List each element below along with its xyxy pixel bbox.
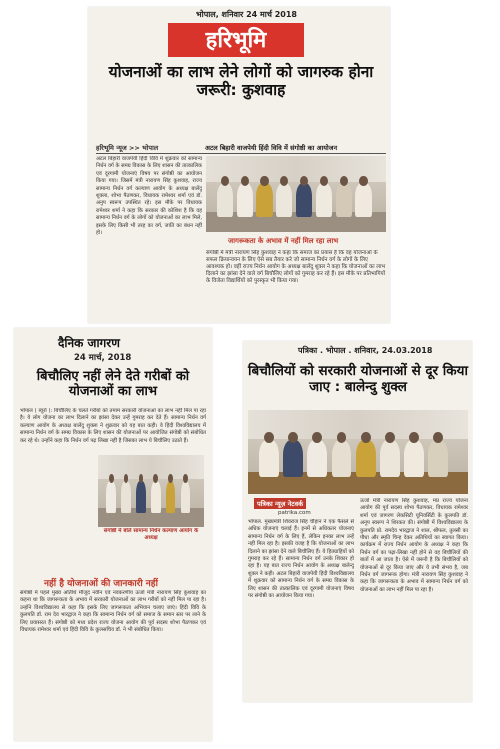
patrika-byline: पत्रिका न्यूज़ नेटवर्क <box>254 498 306 509</box>
jagran-body-bottom: संगोष्ठी में पहले मुख्य अतिथि मौजूद नवीन एवं नवकरणीय ऊर्जा मंत्री नारायण सिंह कुशवाह का कहना था कि जागरूकता के अभाव में सरकारी योजनाओं का लाभ गरीबों को नहीं मिल पा रहा है। उन्होंने विश्वविद्यालय से कहा कि इसके लिए जागरूकता अभियान चलाए जाएं। हिंदी विवि के कुलपति डॉ. राम देव भारद्वाज ने कहा कि सामान्य निर्धन वर्ग को समाज के समान स्तर पर लाने के लिए प्रयासरत हैं। संगोष्ठी को मध्य प्रदेश राज्य योजना आयोग की पूर्व सदस्य शोभा पैठणकर एवं विधायक रामेश्वर शर्मा एवं हिंदी विवि के कुलसचिव डॉ. ने भी संबोधित किया। <box>20 590 206 634</box>
jagran-headline: बिचौलिए नहीं लेने देते गरीबों को योजनाओं का लाभ <box>36 369 190 399</box>
haribhoomi-pullquote: जागरूकता के अभाव में नहीं मिल रहा लाभ <box>228 237 339 245</box>
haribhoomi-body: अटल बिहारी वाजपेयी हिंदी विवि में शुक्रवार को सामान्य निर्धन वर्ग के समग्र विकास के लिए शासन की तात्कालिक एवं दूरगामी योजनाएं विषय पर संगोष्ठी का आयोजन किया गया। जिसमें मंत्री नारायण सिंह कुशवाह, राज्य सामान्य निर्धन वर्ग कल्याण आयोग के अध्यक्ष बालेंदु शुक्ला, शोभा पैठणकर, विधायक रामेश्वर शर्मा एवं डॉ. अनुप स्वरूप उपस्थित रहे। इस मौके पर विधायक रामेश्वर शर्मा ने कहा कि सरकार की कोशिश है कि वह सामान्य निर्धन वर्ग के लोगों को योजनाओं का लाभ मिले, इसके लिए किसी भी तरह का वर्ग, जाति का बंधन नहीं हो। <box>96 156 202 237</box>
haribhoomi-byline: हरिभूमि न्यूज >> भोपाल <box>96 144 159 152</box>
jagran-event-photo <box>98 455 204 527</box>
jagran-masthead: दैनिक जागरण <box>58 336 120 350</box>
patrika-website: patrika.com <box>278 510 311 516</box>
patrika-headline: बिचौलियों को सरकारी योजनाओं से दूर किया जाए : बालेन्दु शुक्ल <box>248 363 468 395</box>
haribhoomi-caption: संगोष्ठी में मंत्री नारायण सिंह कुशवाह ने कहा कि समाज का प्रयास है कि वह योजनाओं के सफल क्रियान्वयन के लिए ऐसे सब तैयार करे जो सामान्य निर्धन वर्ग के लोगों के लिए आवश्यक हो। वहीं राज्य निर्धन आयोग के अध्यक्ष बालेंदु शुक्ल ने कहा कि योजनाओं का लाभ दिलाने का झांसा देने वाले वर्ग बिचौलिए लोगों को गुमराह कर रहे हैं। इस मौके पर प्रतिभागियों के विजेता विद्यार्थियों को पुरस्कृत भी किया गया। <box>206 250 386 284</box>
haribhoomi-dateline: भोपाल, शनिवार 24 मार्च 2018 <box>196 10 297 19</box>
patrika-dateline: पत्रिका . भोपाल . शनिवार, 24.03.2018 <box>298 346 433 355</box>
jagran-caption: संगोष्ठी में बोले सामान्य निर्धन कल्याण आयोग के अध्यक्ष <box>103 528 199 541</box>
haribhoomi-masthead: हरिभूमि <box>168 23 304 57</box>
patrika-event-photo <box>248 410 468 494</box>
haribhoomi-rule <box>96 153 386 154</box>
jagran-dateline: 24 मार्च, 2018 <box>74 353 132 363</box>
patrika-body-right: ऊर्जा मंत्री नारायण सिंह कुशवाह, मप्र राज्य योजना आयोग की पूर्व सदस्य शोभा पैठणकर, विधायक रामेश्वर शर्मा एवं जागरण लेकसिटी यूनिवर्सिटी के कुलपति डॉ. अनूप स्वरूप ने शिरकत की। संगोष्ठी में विश्वविद्यालय के कुलपति प्रो. रामदेव भारद्वाज ने शाल, श्रीफल, तुलसी का पौधा और स्मृति चिन्ह देकर अतिथियों का स्वागत किया। कार्यक्रम में राज्य निर्धन आयोग के अध्यक्ष ने कहा कि निर्धन वर्ग का पढ़ा-लिखा नहीं होने से वह बिचौलियों की बातों में आ जाता है। ऐसे में जरूरी है कि बिचौलियों को योजनाओं से दूर किया जाए और ये तभी संभव है, जब निर्धन वर्ग जागरूक होगा। मंत्री नारायण सिंह कुशवाह ने कहा कि जागरूकता के अभाव में सामान्य निर्धन वर्ग को योजनाओं का लाभ नहीं मिल पा रहा है। <box>360 498 468 593</box>
patrika-body-left: भोपाल. मुख्यमंत्री शिवराज सिंह चौहान ने एक फैसले से अधिक योजनाएं चलाई हैं। इनमें से अधिकतर योजनाएं सामान्य निर्धन वर्ग के लिए हैं, लेकिन इनका लाभ उन्हें नहीं मिल रहा है। इसकी वजह है कि योजनाओं का लाभ दिलाने का झांसा देने वाले बिचौलिए हैं। ये हितग्राहियों को गुमराह कर रहे हैं। सामान्य निर्धन वर्ग उनके शिकार हो रहा है। यह बात राज्य निर्धन आयोग के अध्यक्ष बालेन्दु शुक्ल ने कही। अटल बिहारी वाजपेयी हिंदी विश्वविद्यालय में शुक्रवार को सामान्य निर्धन वर्ग के समग्र विकास के लिए शासन की तात्कालिक एवं दूरगामी योजनाएं विषय पर संगोष्ठी का आयोजन किया गया। <box>248 519 354 600</box>
jagran-body-top: भोपाल ( ब्यूरो ): बिचौलिए के चलते गरीबों को तमाम सरकारी योजनाओं का लाभ नहीं मिल पा रहा है। ये लोग योजना का लाभ दिलाने का झांसा देकर उन्हें गुमराह कर देते हैं। सामान्य निर्धन वर्ग कल्याण आयोग के अध्यक्ष बालेंदु शुक्ला ने शुक्रवार को यह बात कही। वे हिंदी विश्वविद्यालय में सामान्य निर्धन वर्ग के समग्र विकास के लिए शासन की योजनाओं पर आयोजित संगोष्ठी को संबोधित कर रहे थे। उन्होंने कहा कि निर्धन वर्ग पढ़ लिखा नहीं है जिसका लाभ ये बिचौलिए उठाते हैं। <box>20 408 206 444</box>
haribhoomi-event-photo <box>206 156 386 232</box>
jagran-subhead: नहीं है योजनाओं की जानकारी नहीं <box>44 579 158 589</box>
haribhoomi-subhead: अटल बिहारी वाजपेयी हिंदी विवि में संगोष्ठी का आयोजन <box>205 144 338 152</box>
haribhoomi-headline: योजनाओं का लाभ लेने लोगों को जागरुक होना जरूरी: कुशवाह <box>108 63 374 99</box>
